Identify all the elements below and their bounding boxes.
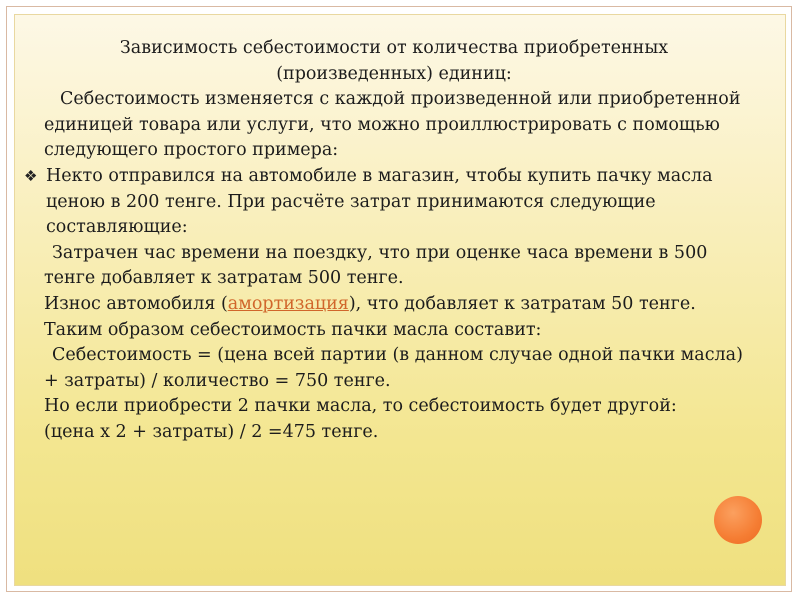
wear-line — [44, 292, 764, 318]
slide-content — [24, 36, 764, 446]
intro-line-1: Себестоимость изменяется с каждой произведенной или приобретенной — [60, 89, 741, 110]
bullet-line-2: ценою в 200 тенге. При расчёте затрат принимаются следующие — [46, 191, 656, 212]
wear-suffix: ), что добавляет к затратам 50 тенге. — [348, 293, 696, 314]
intro-line-3: следующего простого примера: — [44, 140, 339, 161]
formula-line-2: + затраты) / количество = 750 тенге. — [44, 370, 391, 391]
bullet-line-3: составляющие: — [46, 217, 188, 238]
diamond-bullet-icon: ❖ — [24, 166, 38, 185]
thus-line: Таким образом себестоимость пачки масла составит: — [44, 319, 542, 340]
bullet-line-1: Некто отправился на автомобиле в магазин, чтобы купить пачку масла — [46, 165, 713, 186]
amortization-link[interactable]: амортизация — [227, 293, 349, 314]
result-line: (цена х 2 + затраты) / 2 =475 тенге. — [44, 421, 379, 442]
orange-circle-decoration — [714, 496, 762, 544]
formula-line-1: Себестоимость = (цена всей партии (в данном случае одной пачки масла) — [52, 345, 743, 366]
wear-prefix: Износ автомобиля ( — [44, 293, 228, 314]
title-line-1: Зависимость себестоимости от количества приобретенных — [119, 38, 669, 58]
slide-title — [24, 36, 764, 87]
title-line-2: (произведенных) единиц: — [276, 63, 512, 84]
intro-paragraph — [24, 87, 764, 164]
two-packs-line: Но если приобрести 2 пачки масла, то себестоимость будет другой: — [44, 396, 677, 417]
time-line-2: тенге добавляет к затратам 500 тенге. — [44, 268, 404, 289]
time-line-1: Затрачен час времени на поездку, что при оценке часа времени в 500 — [52, 242, 708, 263]
cost-details — [24, 241, 764, 446]
example-bullet — [24, 164, 764, 241]
intro-line-2: единицей товара или услуги, что можно проиллюстрировать с помощью — [44, 114, 720, 135]
